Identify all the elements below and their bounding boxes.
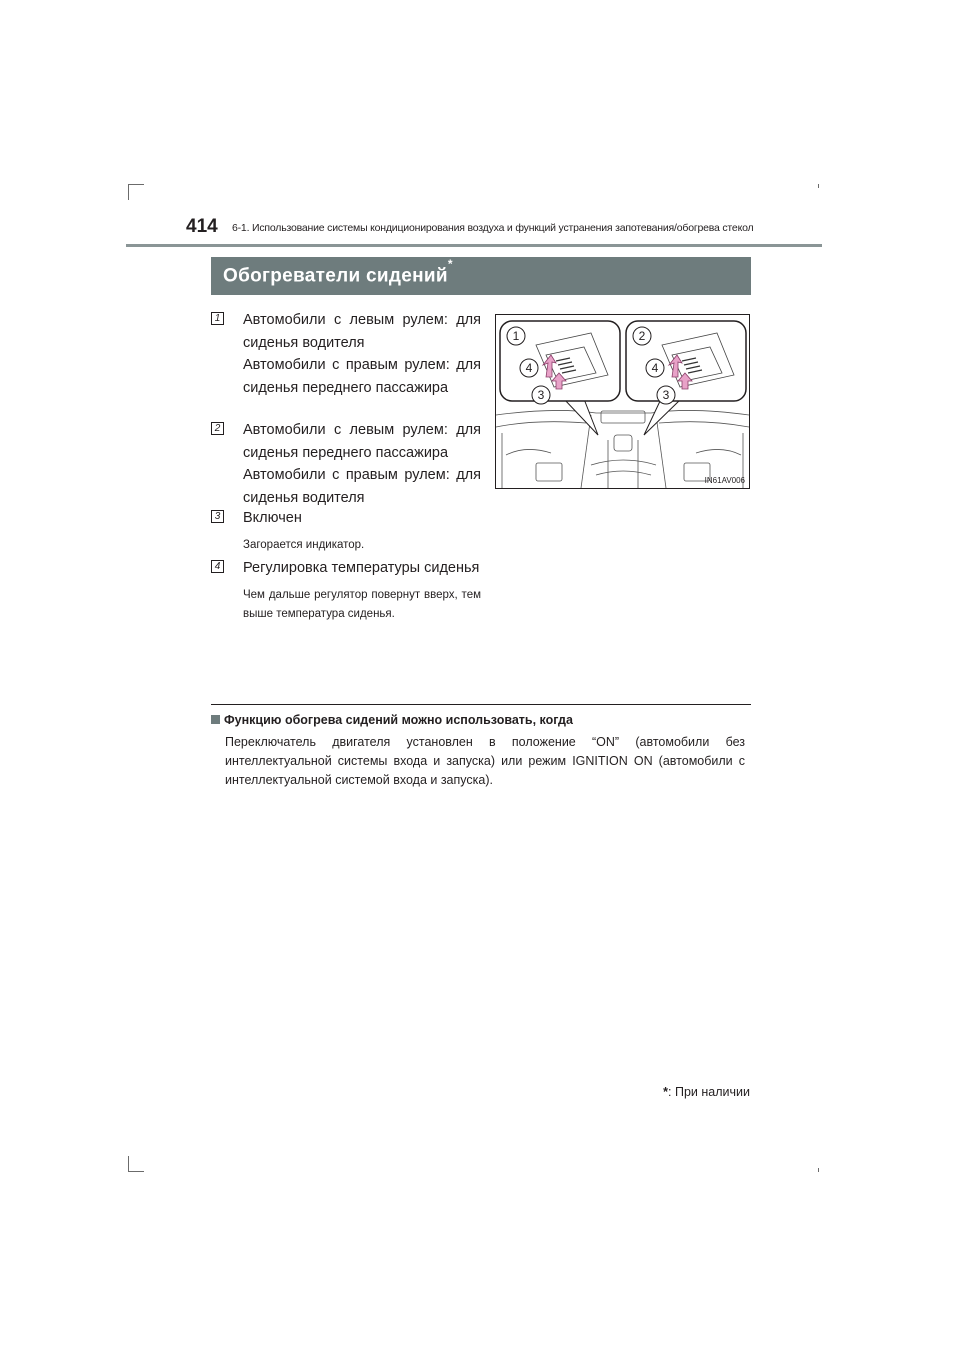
item-note: Чем дальше регулятор повернут вверх, тем выше температура сиденья. <box>243 588 481 620</box>
callout-number: 4 <box>651 361 659 375</box>
item-text: Автомобили с левым рулем: для сиденья водителя <box>243 312 481 351</box>
list-item <box>211 309 481 399</box>
callout-number: 2 <box>638 329 646 343</box>
item-note: Загорается индикатор. <box>243 538 365 551</box>
asterisk-icon: * <box>663 1085 669 1099</box>
footnote-text: : При наличии <box>668 1085 750 1099</box>
note-body: Переключатель двигателя установлен в положение “ON” (автомобили без интеллектуальной системы входа и запуска) или режим IGNITION ON (автомобили с интеллектуальной системой входа и запуска). <box>225 735 745 787</box>
footnote <box>650 1085 750 1099</box>
callout-number: 3 <box>537 388 545 402</box>
callout-number: 4 <box>525 361 533 375</box>
item-number-badge: 2 <box>211 422 224 435</box>
crop-mark <box>128 184 129 200</box>
callout-number: 1 <box>512 329 520 343</box>
item-number-badge: 3 <box>211 510 224 523</box>
item-text: Регулировка температуры сиденья <box>243 560 480 576</box>
item-number-badge: 1 <box>211 312 224 325</box>
crop-mark <box>128 1156 129 1172</box>
asterisk-icon: * <box>447 257 453 271</box>
item-text: Включен <box>243 510 302 526</box>
crop-mark <box>128 184 144 185</box>
page-title <box>223 257 453 287</box>
section-title-bar <box>211 257 751 295</box>
item-text: Автомобили с правым рулем: для сиденья переднего пассажира <box>243 357 481 396</box>
seat-heater-illustration <box>495 314 750 489</box>
item-number-badge: 4 <box>211 560 224 573</box>
page-number: 414 <box>186 216 218 237</box>
crop-mark <box>128 1171 144 1172</box>
list-item <box>211 507 481 555</box>
section-divider <box>211 704 751 705</box>
illustration-code: IN61AV006 <box>704 476 745 485</box>
note-heading-text: Функцию обогрева сидений можно использовать, когда <box>224 713 573 727</box>
list-item <box>211 419 481 509</box>
item-text: Автомобили с левым рулем: для сиденья переднего пассажира <box>243 422 481 461</box>
callout-number: 3 <box>662 388 670 402</box>
note-heading <box>211 713 573 727</box>
item-text: Автомобили с правым рулем: для сиденья водителя <box>243 467 481 506</box>
list-item <box>211 557 481 624</box>
crop-mark <box>818 184 819 188</box>
square-bullet-icon <box>211 715 220 724</box>
crop-mark <box>818 1168 819 1172</box>
section-title: 6-1. Использование системы кондиционирования воздуха и функций устранения запотевания/обогрева стекол <box>232 222 754 234</box>
dashboard-drawing <box>496 315 749 488</box>
page-title-text: Обогреватели сидений <box>223 265 448 287</box>
header-rule <box>126 244 822 247</box>
